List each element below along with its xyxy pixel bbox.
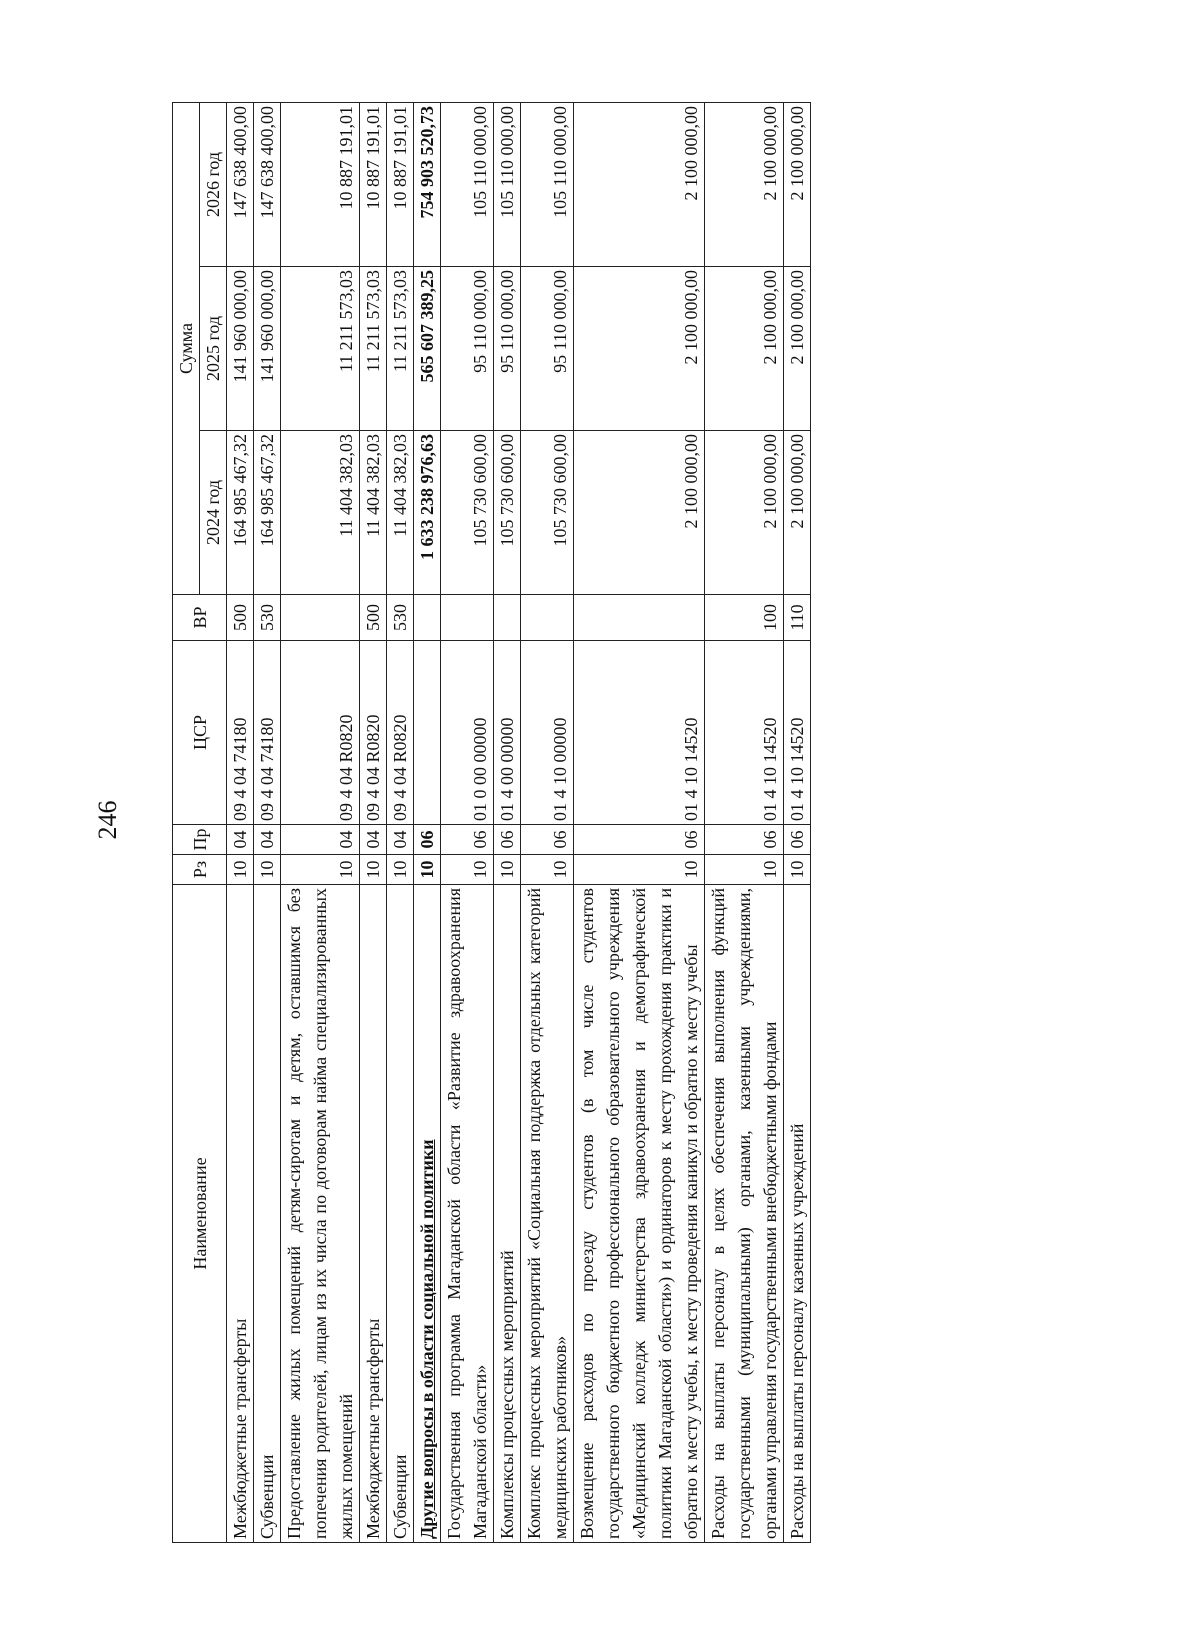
cell-name: Предоставление жилых помещений детям-сиротам и детям, оставшимся без попечения родителей, лицам из их числа по договорам найма специализированных жилых помещений <box>281 885 360 1543</box>
cell-name: Другие вопросы в области социальной политики <box>414 885 441 1543</box>
cell-csr: 09 4 04 R0820 <box>387 641 414 825</box>
table-row <box>360 102 387 1542</box>
cell-vr: 500 <box>360 595 387 641</box>
cell-2026: 105 110 000,00 <box>521 102 574 266</box>
cell-name: Комплексы процессных мероприятий <box>494 885 521 1543</box>
table-row <box>441 102 494 1542</box>
cell-rz: 10 <box>360 855 387 885</box>
table-row <box>281 102 360 1542</box>
cell-name: Субвенции <box>387 885 414 1543</box>
cell-rz: 10 <box>521 855 574 885</box>
cell-2024: 2 100 000,00 <box>705 431 784 595</box>
table-row <box>387 102 414 1542</box>
cell-2024: 164 985 467,32 <box>254 431 281 595</box>
cell-pr: 04 <box>387 825 414 855</box>
cell-2025: 565 607 389,25 <box>414 267 441 431</box>
cell-2024: 105 730 600,00 <box>441 431 494 595</box>
cell-2025: 11 211 573,03 <box>360 267 387 431</box>
cell-name: Межбюджетные трансферты <box>227 885 254 1543</box>
cell-2026: 147 638 400,00 <box>254 102 281 266</box>
cell-csr: 09 4 04 R0820 <box>281 641 360 825</box>
cell-2026: 2 100 000,00 <box>705 102 784 266</box>
cell-2024: 105 730 600,00 <box>521 431 574 595</box>
cell-pr: 06 <box>494 825 521 855</box>
cell-vr <box>574 595 705 641</box>
cell-2024: 11 404 382,03 <box>281 431 360 595</box>
cell-2025: 95 110 000,00 <box>521 267 574 431</box>
table-header <box>173 102 227 1542</box>
cell-2025: 95 110 000,00 <box>494 267 521 431</box>
cell-rz: 10 <box>387 855 414 885</box>
cell-2026: 10 887 191,01 <box>281 102 360 266</box>
header-2026: 2026 год <box>200 102 227 266</box>
table-row <box>574 102 705 1542</box>
cell-pr: 06 <box>784 825 811 855</box>
table-row <box>414 102 441 1542</box>
cell-rz: 10 <box>414 855 441 885</box>
cell-pr: 06 <box>521 825 574 855</box>
cell-vr: 530 <box>387 595 414 641</box>
cell-rz: 10 <box>227 855 254 885</box>
table-row <box>227 102 254 1542</box>
cell-2025: 2 100 000,00 <box>705 267 784 431</box>
header-2025: 2025 год <box>200 267 227 431</box>
header-csr: ЦСР <box>173 641 227 825</box>
header-pr: Пр <box>173 825 227 855</box>
cell-2025: 11 211 573,03 <box>387 267 414 431</box>
header-name: Наименование <box>173 885 227 1543</box>
cell-csr: 01 4 00 00000 <box>494 641 521 825</box>
rotated-page <box>172 103 942 1543</box>
cell-rz: 10 <box>705 855 784 885</box>
cell-name: Межбюджетные трансферты <box>360 885 387 1543</box>
cell-name: Расходы на выплаты персоналу казенных учреждений <box>784 885 811 1543</box>
cell-2024: 11 404 382,03 <box>360 431 387 595</box>
cell-pr: 04 <box>227 825 254 855</box>
cell-2025: 11 211 573,03 <box>281 267 360 431</box>
cell-rz: 10 <box>441 855 494 885</box>
cell-csr <box>414 641 441 825</box>
cell-rz: 10 <box>281 855 360 885</box>
cell-rz: 10 <box>494 855 521 885</box>
cell-2026: 147 638 400,00 <box>227 102 254 266</box>
cell-2025: 2 100 000,00 <box>574 267 705 431</box>
cell-rz: 10 <box>574 855 705 885</box>
cell-2026: 10 887 191,01 <box>360 102 387 266</box>
cell-csr: 09 4 04 74180 <box>227 641 254 825</box>
cell-2024: 2 100 000,00 <box>784 431 811 595</box>
cell-2026: 2 100 000,00 <box>784 102 811 266</box>
cell-2026: 2 100 000,00 <box>574 102 705 266</box>
table-row <box>705 102 784 1542</box>
cell-csr: 01 4 10 00000 <box>521 641 574 825</box>
budget-table <box>172 102 811 1543</box>
cell-2026: 105 110 000,00 <box>441 102 494 266</box>
cell-vr <box>281 595 360 641</box>
cell-2024: 105 730 600,00 <box>494 431 521 595</box>
cell-2024: 164 985 467,32 <box>227 431 254 595</box>
cell-csr: 01 0 00 00000 <box>441 641 494 825</box>
cell-pr: 06 <box>414 825 441 855</box>
table-row <box>521 102 574 1542</box>
cell-csr: 09 4 04 74180 <box>254 641 281 825</box>
cell-2026: 754 903 520,73 <box>414 102 441 266</box>
page-number: 246 <box>93 800 122 840</box>
cell-2025: 2 100 000,00 <box>784 267 811 431</box>
cell-name: Возмещение расходов по проезду студентов (в том числе студентов государственного бюджетного профессионального образовательного учреждения «Медицинский колледж министерства здравоохранения и демографической политики Магаданской области») и ординаторов к месту прохождения практики и обратно к месту учебы, к месту проведения каникул и обратно к месту учебы <box>574 885 705 1543</box>
cell-name: Государственная программа Магаданской области «Развитие здравоохранения Магаданской области» <box>441 885 494 1543</box>
table-row <box>784 102 811 1542</box>
cell-vr <box>494 595 521 641</box>
cell-2024: 11 404 382,03 <box>387 431 414 595</box>
cell-2024: 2 100 000,00 <box>574 431 705 595</box>
cell-vr <box>441 595 494 641</box>
cell-name: Комплекс процессных мероприятий «Социальная поддержка отдельных категорий медицинских работников» <box>521 885 574 1543</box>
cell-pr: 06 <box>441 825 494 855</box>
cell-csr: 09 4 04 R0820 <box>360 641 387 825</box>
cell-pr: 04 <box>254 825 281 855</box>
cell-vr: 530 <box>254 595 281 641</box>
header-vr: ВР <box>173 595 227 641</box>
cell-vr <box>521 595 574 641</box>
cell-2026: 105 110 000,00 <box>494 102 521 266</box>
cell-2024: 1 633 238 976,63 <box>414 431 441 595</box>
cell-csr: 01 4 10 14520 <box>705 641 784 825</box>
cell-pr: 04 <box>360 825 387 855</box>
cell-2025: 141 960 000,00 <box>254 267 281 431</box>
cell-vr: 500 <box>227 595 254 641</box>
cell-pr: 06 <box>574 825 705 855</box>
cell-name: Субвенции <box>254 885 281 1543</box>
cell-csr: 01 4 10 14520 <box>784 641 811 825</box>
cell-2025: 141 960 000,00 <box>227 267 254 431</box>
cell-rz: 10 <box>784 855 811 885</box>
header-sum: Сумма <box>173 102 200 594</box>
cell-name: Расходы на выплаты персоналу в целях обеспечения выполнения функций государственными (муниципальными) органами, казенными учреждениями, органами управления государственными внебюджетными фондами <box>705 885 784 1543</box>
cell-pr: 04 <box>281 825 360 855</box>
cell-csr: 01 4 10 14520 <box>574 641 705 825</box>
header-rz: Рз <box>173 855 227 885</box>
cell-2025: 95 110 000,00 <box>441 267 494 431</box>
cell-vr <box>414 595 441 641</box>
header-2024: 2024 год <box>200 431 227 595</box>
cell-pr: 06 <box>705 825 784 855</box>
cell-vr: 110 <box>784 595 811 641</box>
cell-rz: 10 <box>254 855 281 885</box>
cell-2026: 10 887 191,01 <box>387 102 414 266</box>
table-row <box>494 102 521 1542</box>
table-body <box>227 102 811 1542</box>
cell-vr: 100 <box>705 595 784 641</box>
table-row <box>254 102 281 1542</box>
